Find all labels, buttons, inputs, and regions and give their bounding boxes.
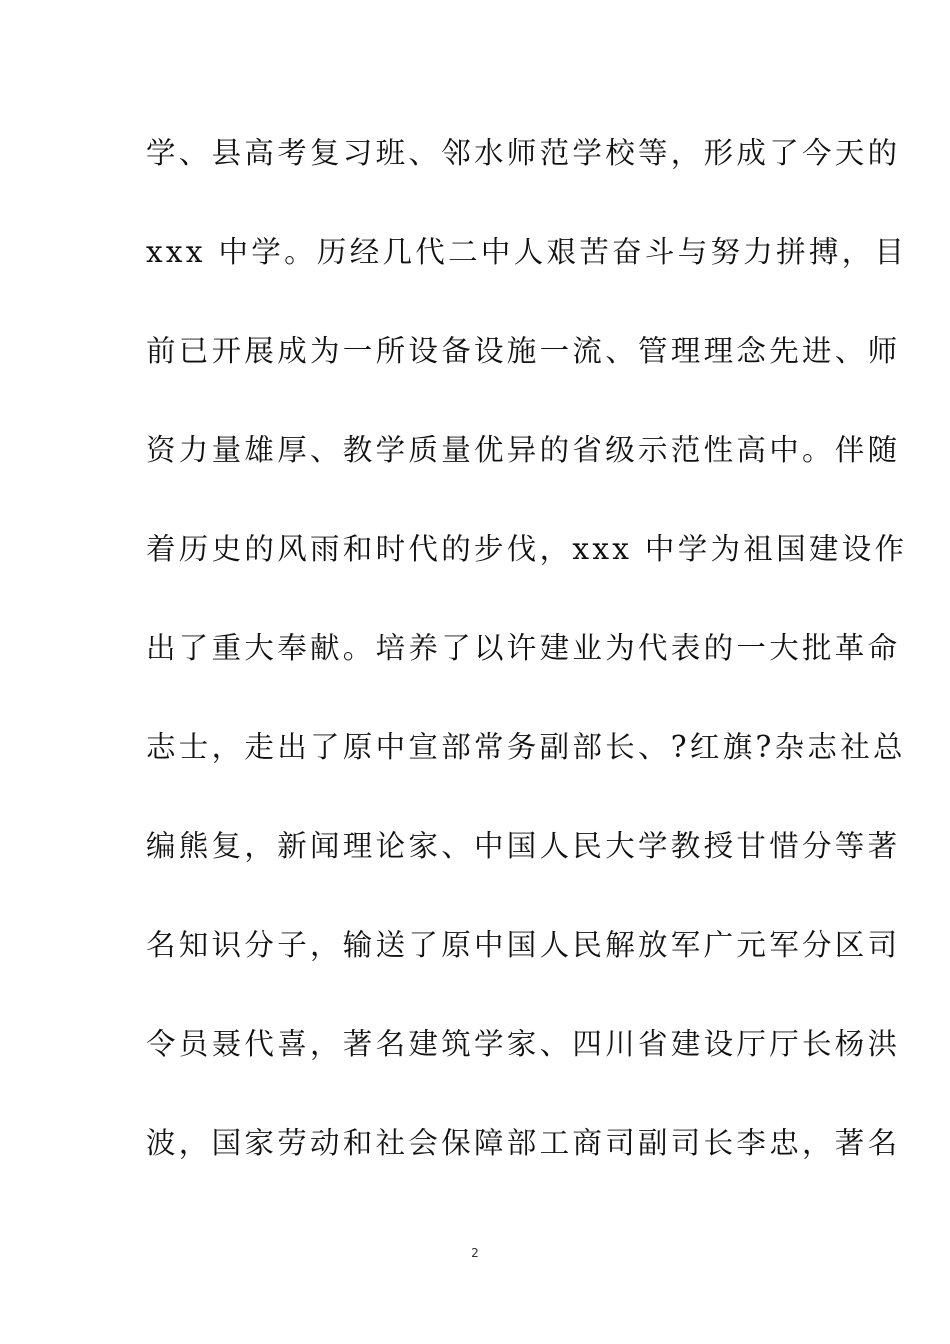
body-text [146, 123, 908, 1212]
text-line: 资力量雄厚、教学质量优异的省级示范性高中。伴随 [146, 433, 901, 467]
text-line: 志士，走出了原中宣部常务副部长、?红旗?杂志社总 [146, 730, 906, 764]
page-number: 2 [471, 1246, 479, 1260]
text-line: 着历史的风雨和时代的步伐，xxx 中学为祖国建设作 [146, 532, 908, 566]
text-line: 学、县高考复习班、邻水师范学校等，形成了今天的 [146, 136, 901, 170]
text-line: 波，国家劳动和社会保障部工商司副司长李忠，著名 [146, 1126, 901, 1160]
text-line: 编熊复，新闻理论家、中国人民大学教授甘惜分等著 [146, 829, 901, 863]
text-line: 名知识分子，输送了原中国人民解放军广元军分区司 [146, 928, 901, 962]
text-line: 前已开展成为一所设备设施一流、管理理念先进、师 [146, 334, 901, 368]
text-line: 令员聂代喜，著名建筑学家、四川省建设厅厅长杨洪 [146, 1027, 901, 1061]
text-line: xxx 中学。历经几代二中人艰苦奋斗与努力拼搏，目 [146, 235, 908, 269]
text-line: 出了重大奉献。培养了以许建业为代表的一大批革命 [146, 631, 901, 665]
